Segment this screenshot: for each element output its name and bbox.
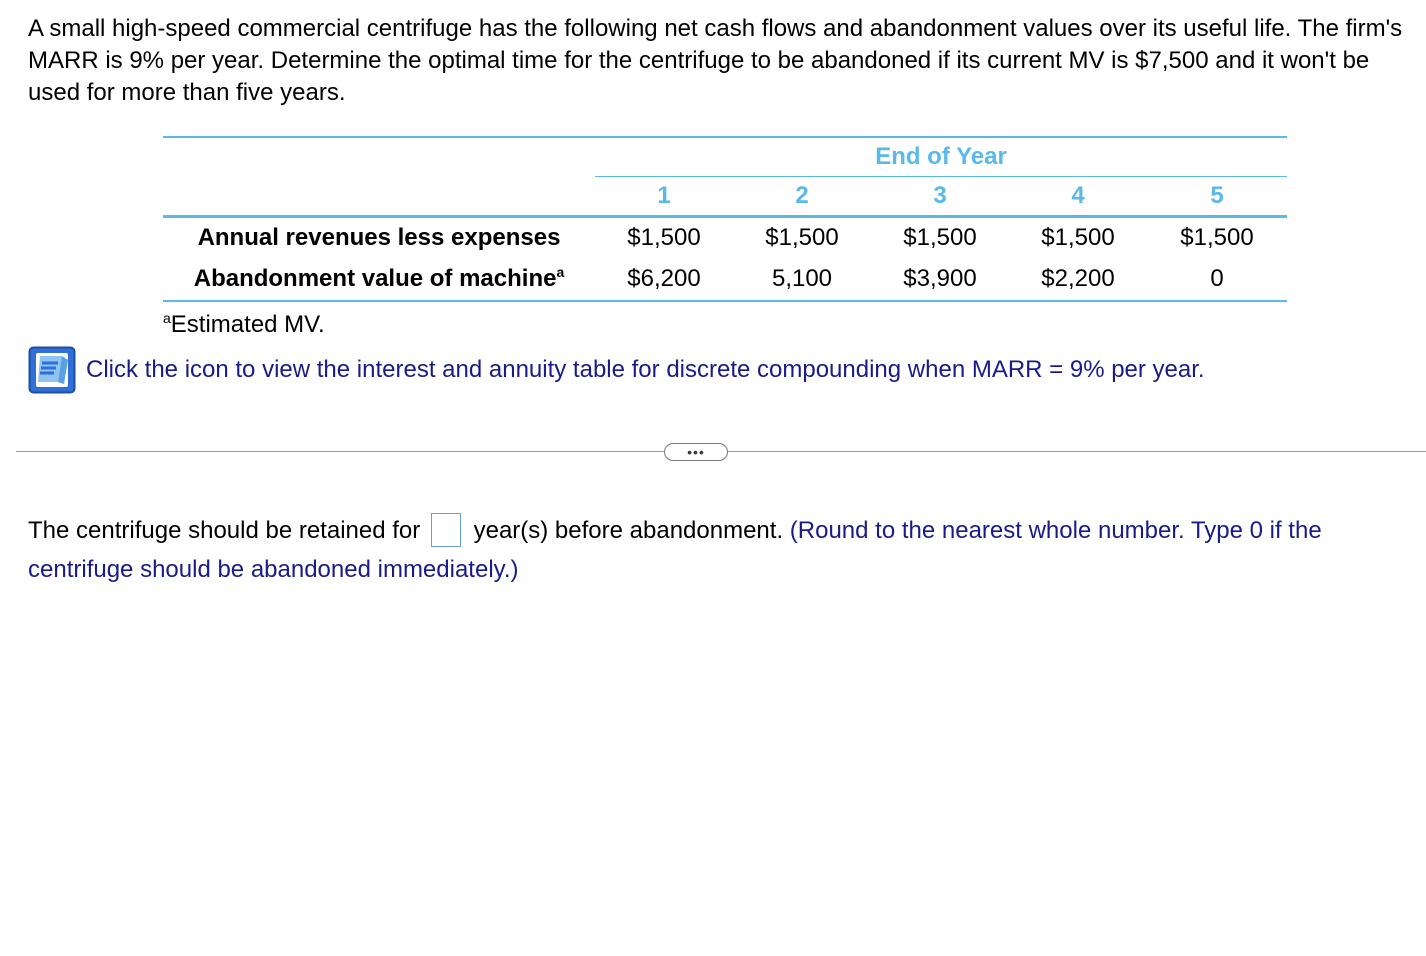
- table-cell: $1,500: [627, 224, 701, 251]
- table-cell: $1,500: [765, 224, 839, 251]
- table-cell: $1,500: [1180, 224, 1254, 251]
- table-header-row: [163, 137, 1287, 177]
- row-label-revenues: [163, 217, 595, 259]
- table-row: [163, 258, 1287, 301]
- rounding-instruction: (Round to the nearest whole number. Type 0 if the centrifuge should be abandoned immediately.): [28, 517, 1322, 583]
- year-header-4: 4: [1009, 177, 1147, 217]
- years-answer-input[interactable]: [431, 513, 461, 547]
- row-label-text: Annual revenues less expenses: [197, 224, 561, 251]
- year-header-2: 2: [733, 177, 871, 217]
- row-label-text: Abandonment value of machine: [193, 265, 557, 292]
- answer-section: [28, 511, 1408, 589]
- row-label-abandonment: [163, 258, 595, 301]
- footnote-marker: a: [163, 310, 171, 326]
- table-cell: 5,100: [733, 258, 871, 301]
- year-header-row: [163, 177, 1287, 217]
- interest-table-link-text[interactable]: Click the icon to view the interest and annuity table for discrete compounding when MARR = 9% per year.: [86, 356, 1205, 383]
- year-header-3: 3: [871, 177, 1009, 217]
- more-options-button[interactable]: •••: [664, 443, 728, 461]
- year-header-5: 5: [1147, 177, 1287, 217]
- cash-flow-table: [163, 136, 1287, 302]
- footnote-marker: a: [556, 264, 565, 280]
- answer-prefix: The centrifuge should be retained for: [28, 517, 421, 544]
- table-cell: $1,500: [903, 224, 977, 251]
- interest-table-link[interactable]: [28, 346, 1205, 394]
- table-cell: 0: [1147, 258, 1287, 301]
- answer-suffix: year(s) before abandonment.: [473, 517, 784, 544]
- table-cell: $1,500: [1041, 224, 1115, 251]
- header-spacer: [163, 137, 595, 177]
- book-icon[interactable]: [28, 346, 76, 394]
- table-cell: $3,900: [871, 258, 1009, 301]
- table-cell: $6,200: [595, 258, 733, 301]
- table-cell: $2,200: [1009, 258, 1147, 301]
- question-text: A small high-speed commercial centrifuge has the following net cash flows and abandonment values over its useful life. The firm's MARR is 9% per year. Determine the optimal time for the centrifuge to be abandoned if its current MV is $7,500 and it won't be used for more than five years.: [28, 15, 1403, 106]
- table-row: [163, 217, 1287, 259]
- year-header-1: 1: [595, 177, 733, 217]
- header-spacer: [163, 177, 595, 217]
- end-of-year-header: End of Year: [595, 137, 1287, 177]
- footnote-text: Estimated MV.: [170, 311, 325, 338]
- table-footnote: [163, 310, 325, 340]
